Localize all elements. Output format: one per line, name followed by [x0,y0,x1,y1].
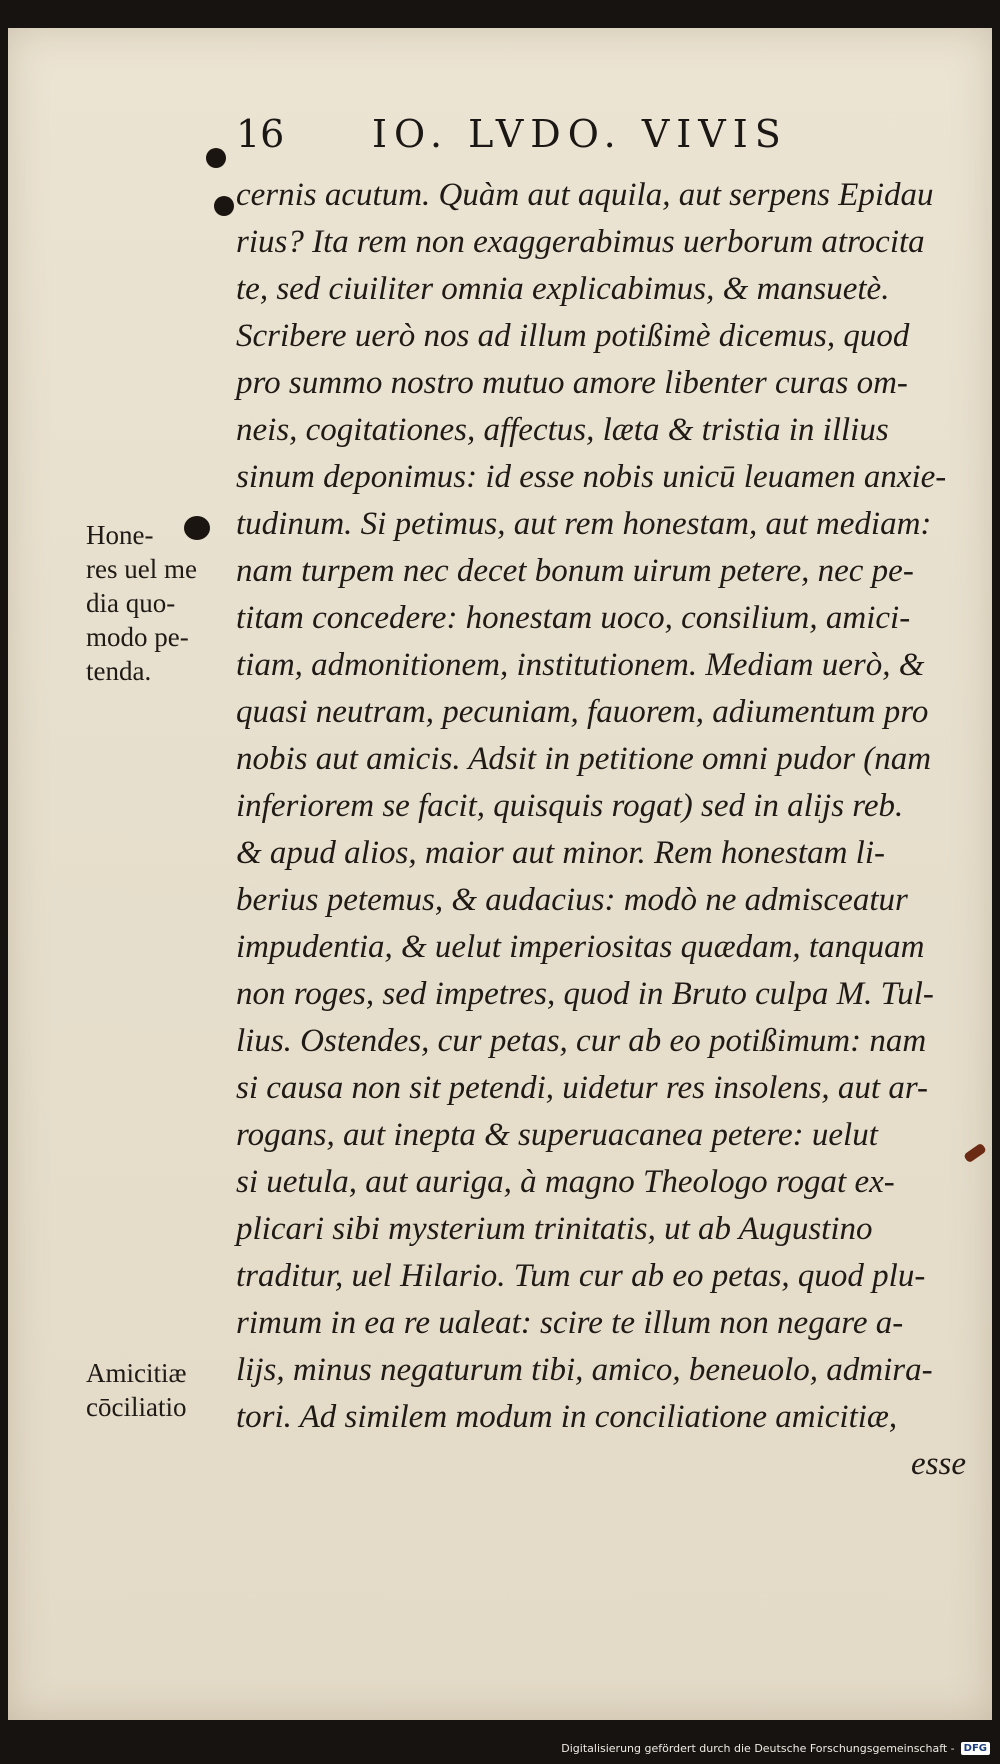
marginal-note-line: dia quo- [86,588,176,618]
worm-hole [214,196,234,216]
marginal-note-line: Hone- [86,520,154,550]
text-line: si uetula, aut auriga, à magno Theologo rogat ex- [236,1164,895,1200]
digitization-footer [561,1736,990,1760]
text-line: si causa non sit petendi, uidetur res insolens, aut ar- [236,1070,929,1106]
page-number: 16 [236,112,285,156]
text-line: titam concedere: honestam uoco, consilium, amici- [236,600,911,636]
text-line: cernis acutum. Quàm aut aquila, aut serpens Epidau [236,177,934,213]
text-line: pro summo nostro mutuo amore libenter curas om- [236,365,908,401]
marginal-note-petitions [86,518,197,688]
text-line: lius. Ostendes, cur petas, cur ab eo potißimum: nam [236,1023,927,1059]
worm-hole [206,148,226,168]
text-line: rogans, aut inepta & superuacanea petere: uelut [236,1117,878,1153]
running-head [236,112,796,172]
text-line: impudentia, & uelut imperiositas quædam, tanquam [236,929,925,965]
text-line: quasi neutram, pecuniam, fauorem, adiumentum pro [236,694,929,730]
marginal-note-line: cōciliatio [86,1392,187,1422]
main-text-block [236,172,976,1488]
text-line: rius? Ita rem non exaggerabimus uerborum atrocita [236,224,925,260]
text-line: & apud alios, maior aut minor. Rem honestam li- [236,835,885,871]
text-line: Scribere uerò nos ad illum potißimè dicemus, quod [236,318,910,354]
text-line: tori. Ad similem modum in conciliatione amicitiæ, [236,1399,898,1435]
marginal-note-line: modo pe- [86,622,189,652]
dfg-logo: DFG [961,1742,990,1755]
text-line: lijs, minus negaturum tibi, amico, beneuolo, admira- [236,1352,933,1388]
marginal-note-line: res uel me [86,554,197,584]
text-line: sinum deponimus: id esse nobis unicū leuamen anxie- [236,459,947,495]
text-line: te, sed ciuiliter omnia explicabimus, & mansuetè. [236,271,890,307]
text-line: nam turpem nec decet bonum uirum petere, nec pe- [236,553,914,589]
text-line: traditur, uel Hilario. Tum cur ab eo petas, quod plu- [236,1258,926,1294]
text-line: non roges, sed impetres, quod in Bruto culpa M. Tul- [236,976,934,1012]
text-line: neis, cogitationes, affectus, læta & tristia in illius [236,412,889,448]
running-title: IO. LVDO. VIVIS [372,112,788,156]
text-line: inferiorem se facit, quisquis rogat) sed in alijs reb. [236,788,904,824]
text-line: plicari sibi mysterium trinitatis, ut ab Augustino [236,1211,873,1247]
catchword: esse [911,1446,966,1482]
text-line: tiam, admonitionem, institutionem. Mediam uerò, & [236,647,925,683]
marginal-note-line: Amicitiæ [86,1358,187,1388]
text-line: rimum in ea re ualeat: scire te illum non negare a- [236,1305,904,1341]
funding-credit: Digitalisierung gefördert durch die Deutsche Forschungsgemeinschaft - [561,1741,955,1755]
text-line: nobis aut amicis. Adsit in petitione omni pudor (nam [236,741,932,777]
text-line: tudinum. Si petimus, aut rem honestam, aut mediam: [236,506,932,542]
marginal-note-friendship [86,1356,187,1424]
text-line: berius petemus, & audacius: modò ne admisceatur [236,882,908,918]
marginal-note-line: tenda. [86,656,152,686]
